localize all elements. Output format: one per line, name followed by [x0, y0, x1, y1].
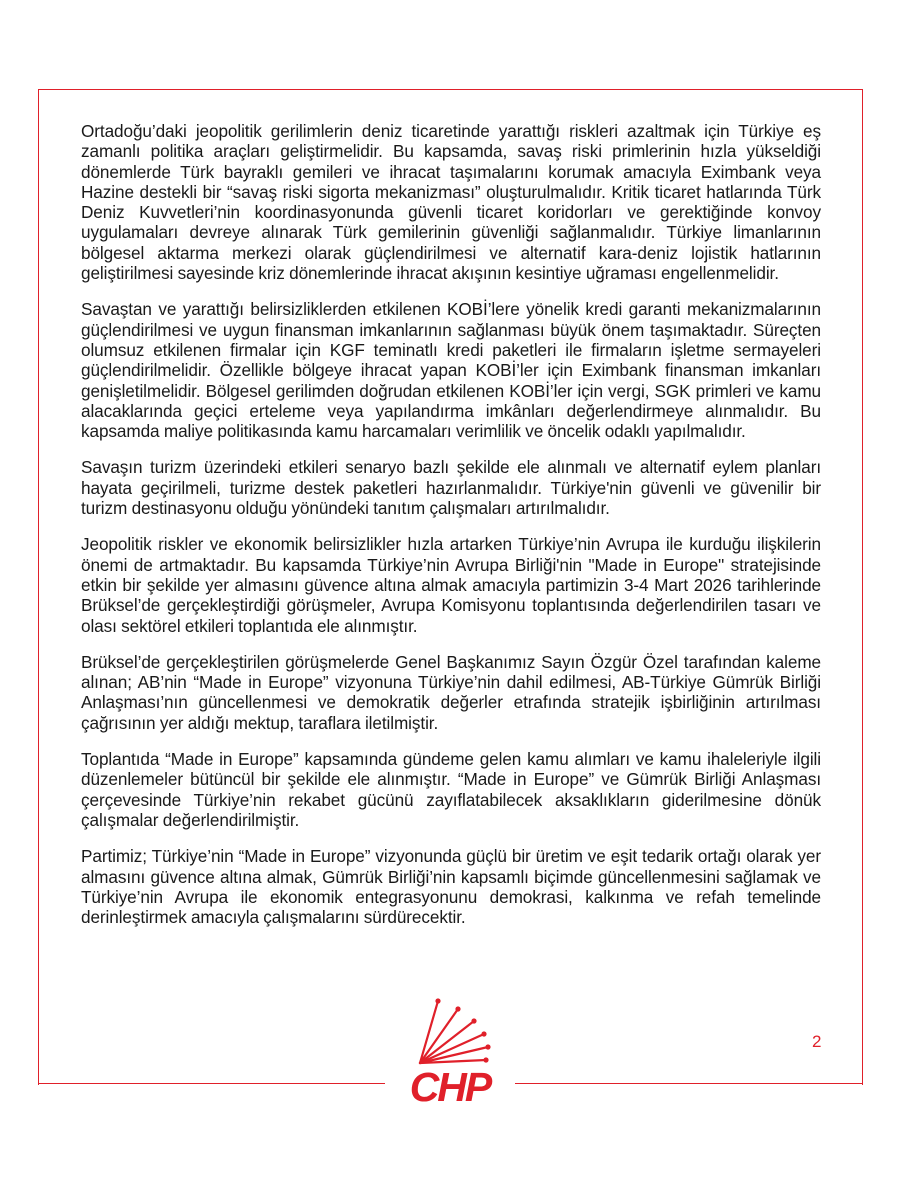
paragraph-tourism: Savaşın turizm üzerindeki etkileri senaryo bazlı şekilde ele alınmalı ve alternatif eylem planları hayata geçirilmeli, turizme destek paketleri hazırlanmalıdır. Türkiye'nin güvenli ve güvenilir bir turizm destinasyonu olduğu yönündeki tanıtım çalışmaları artırılmalıdır. [81, 457, 821, 519]
document-body [81, 121, 821, 943]
six-arrows-icon [398, 997, 502, 1067]
page-number: 2 [812, 1032, 822, 1051]
paragraph-public-procurement: Toplantıda “Made in Europe” kapsamında gündeme gelen kamu alımları ve kamu ihaleleriyle ilgili düzenlemeler bütüncül bir şekilde ele alınmıştır. “Made in Europe” ve Gümrük Birliği Anlaşması çerçevesinde Türkiye’nin rekabet gücünü zayıflatabilecek aksaklıkların giderilmesine dönük çalışmalar değerlendirilmiştir. [81, 749, 821, 830]
paragraph-brussels-letter: Brüksel’de gerçekleştirilen görüşmelerde Genel Başkanımız Sayın Özgür Özel tarafından kaleme alınan; AB’nin “Made in Europe” vizyonuna Türkiye’nin dahil edilmesi, AB-Türkiye Gümrük Birliği Anlaşması’nın güncellenmesi ve demokratik değerler etrafında stratejik işbirliğinin artırılması çağrısının yer aldığı mektup, taraflara iletilmiştir. [81, 651, 821, 733]
page-frame-bottom-left [38, 1083, 385, 1084]
paragraph-sme-finance: Savaştan ve yarattığı belirsizliklerden etkilenen KOBİ’lere yönelik kredi garanti mekanizmalarının güçlendirilmesi ve uygun finansman imkanlarının sağlanması büyük önem taşımaktadır. Süreçten olumsuz etkilenen firmalar için KGF teminatlı kredi paketleri ile firmaların işletme sermayeleri güçlendirilmelidir. Özellikle bölgeye ihracat yapan KOBİ’ler için Eximbank finansman imkanları genişletilmelidir. Bölgesel gerilimden doğrudan etkilenen KOBİ’ler için vergi, SGK primleri ve kamu alacaklarında geçici erteleme veya yapılandırma imkânları değerlendirmeye alınmalıdır. Bu kapsamda maliye politikasında kamu harcamaları verimlilik ve öncelik odaklı yapılmalıdır. [81, 299, 821, 442]
paragraph-made-in-europe: Jeopolitik riskler ve ekonomik belirsizlikler hızla artarken Türkiye’nin Avrupa ile kurduğu ilişkilerin önemi de artmaktadır. Bu kapsamda Türkiye’nin Avrupa Birliği'nin "Made in Europe" stratejisinde etkin bir şekilde yer almasını güvence altına almak amacıyla partimizin 3-4 Mart 2026 tarihlerinde Brüksel’de gerçekleştirdiği görüşmeler, Avrupa Komisyonu toplantısında değerlendirilen tasarı ve olası sektörel etkileri toplantıda ele alınmıştır. [81, 534, 821, 636]
chp-logo-text: CHP [409, 1064, 491, 1110]
chp-logo [398, 997, 502, 1127]
page-frame-bottom-right [515, 1083, 863, 1084]
paragraph-maritime-trade: Ortadoğu’daki jeopolitik gerilimlerin deniz ticaretinde yarattığı riskleri azaltmak için Türkiye eş zamanlı politika araçları geliştirmelidir. Bu kapsamda, savaş riski primlerinin hızla yükseldiği dönemlerde Türk bayraklı gemileri ve ihracat taşımalarını korumak amacıyla Eximbank veya Hazine destekli bir “savaş riski sigorta mekanizması” oluşturulmalıdır. Kritik ticaret hatlarında Türk Deniz Kuvvetleri’nin koordinasyonunda güvenli ticaret koridorları ve gerektiğinde konvoy uygulamaları devreye alınarak Türk gemilerinin güvenliği sağlanmalıdır. Türkiye limanlarının bölgesel aktarma merkezi olarak güçlendirilmesi ve alternatif kara-deniz lojistik hatlarının geliştirilmesi sayesinde kriz dönemlerinde ihracat akışının kesintiye uğraması engellenmelidir. [81, 121, 821, 284]
paragraph-party-commitment: Partimiz; Türkiye’nin “Made in Europe” vizyonunda güçlü bir üretim ve eşit tedarik ortağı olarak yer almasını güvence altına almak, Gümrük Birliği’nin kapsamlı biçimde güncellenmesini sağlamak ve Türkiye’nin Avrupa ile ekonomik entegrasyonunu demokrasi, kalkınma ve refah temelinde derinleştirmek amacıyla çalışmalarını sürdürecektir. [81, 846, 821, 928]
